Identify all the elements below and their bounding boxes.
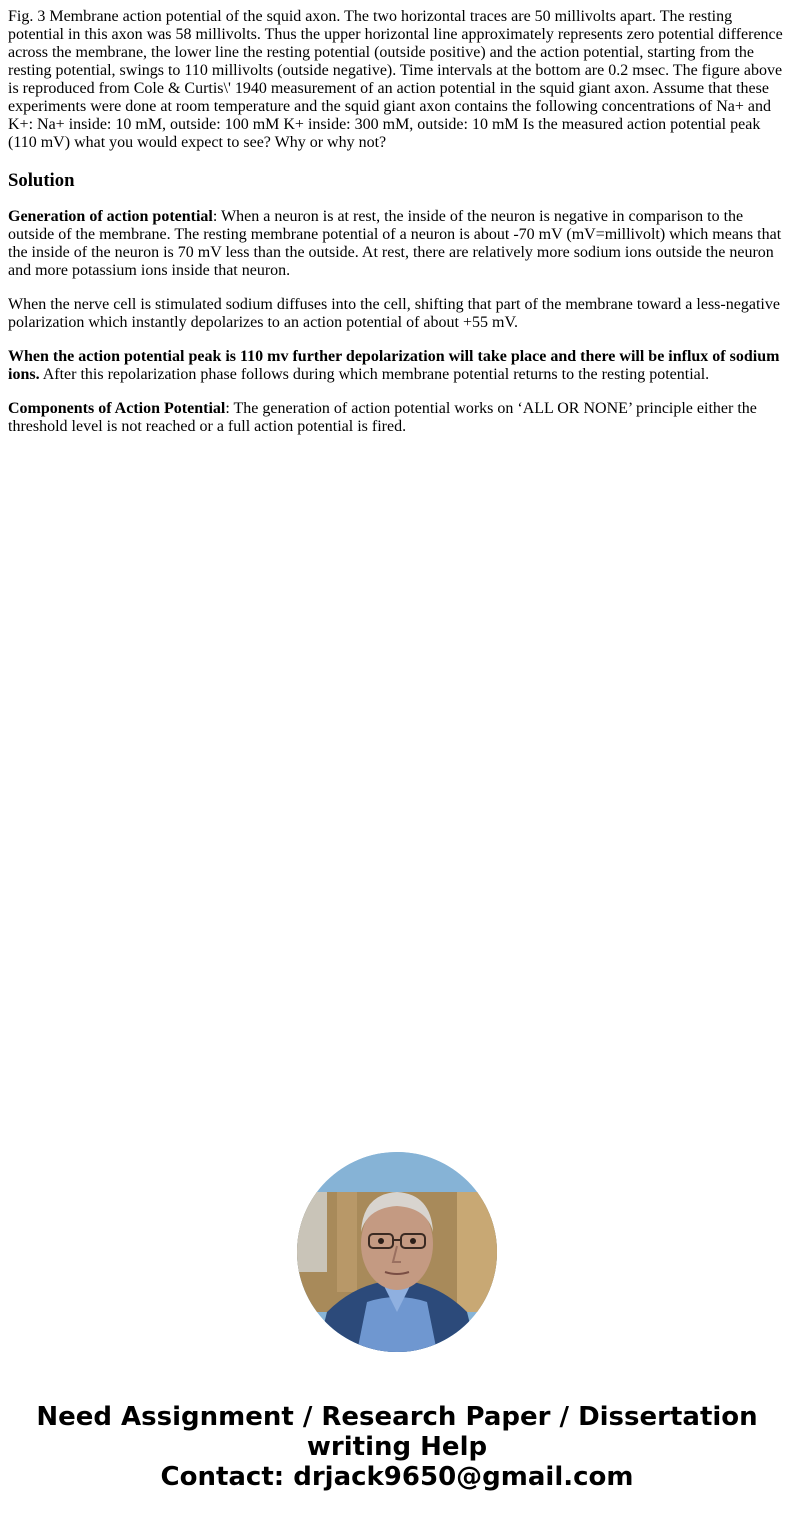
document-body xyxy=(8,8,786,452)
solution-paragraph-3 xyxy=(8,348,786,384)
solution-paragraph-4 xyxy=(8,400,786,436)
promo-line-1: Need Assignment / Research Paper / Dissertation writing Help xyxy=(36,1402,758,1462)
solution-heading: Solution xyxy=(8,170,75,191)
avatar xyxy=(297,1152,497,1352)
paragraph-4-text: : The generation of action potential works on ‘ALL OR NONE’ principle either the threshold level is not reached or a full action potential is fired. xyxy=(8,400,757,435)
paragraph-3-bold: When the action potential peak is 110 mv further depolarization will take place and there will be influx of sodium ions. xyxy=(8,348,780,383)
promo-text xyxy=(0,1402,794,1492)
promo-line-2: Contact: drjack9650@gmail.com xyxy=(160,1462,634,1492)
solution-paragraph-1 xyxy=(8,208,786,280)
promo-section xyxy=(0,1152,794,1492)
avatar-portrait-icon xyxy=(297,1152,497,1352)
paragraph-1-text: : When a neuron is at rest, the inside of the neuron is negative in comparison to the outside of the membrane. The resting membrane potential of a neuron is about -70 mV (mV=millivolt) which means that the inside of the neuron is 70 mV less than the outside. At rest, there are relatively more sodium ions outside the neuron and more potassium ions inside that neuron. xyxy=(8,208,782,279)
paragraph-4-bold: Components of Action Potential xyxy=(8,400,226,417)
solution-paragraph-2: When the nerve cell is stimulated sodium diffuses into the cell, shifting that part of the membrane toward a less-negative polarization which instantly depolarizes to an action potential of about +55 mV. xyxy=(8,296,780,331)
paragraph-3-text: After this repolarization phase follows during which membrane potential returns to the resting potential. xyxy=(39,366,710,383)
question-text: Fig. 3 Membrane action potential of the squid axon. The two horizontal traces are 50 millivolts apart. The resting potential in this axon was 58 millivolts. Thus the upper horizontal line approximately represents zero potential difference across the membrane, the lower line the resting potential (outside positive) and the action potential, starting from the resting potential, swings to 110 millivolts (outside negative). Time intervals at the bottom are 0.2 msec. The figure above is reproduced from Cole & Curtis\' 1940 measurement of an action potential in the squid giant axon. Assume that these experiments were done at room temperature and the squid giant axon contains the following concentrations of Na+ and K+: Na+ inside: 10 mM, outside: 100 mM K+ inside: 300 mM, outside: 10 mM Is the measured action potential peak (110 mV) what you would expect to see? Why or why not? xyxy=(8,8,783,151)
paragraph-1-bold: Generation of action potential xyxy=(8,208,213,225)
